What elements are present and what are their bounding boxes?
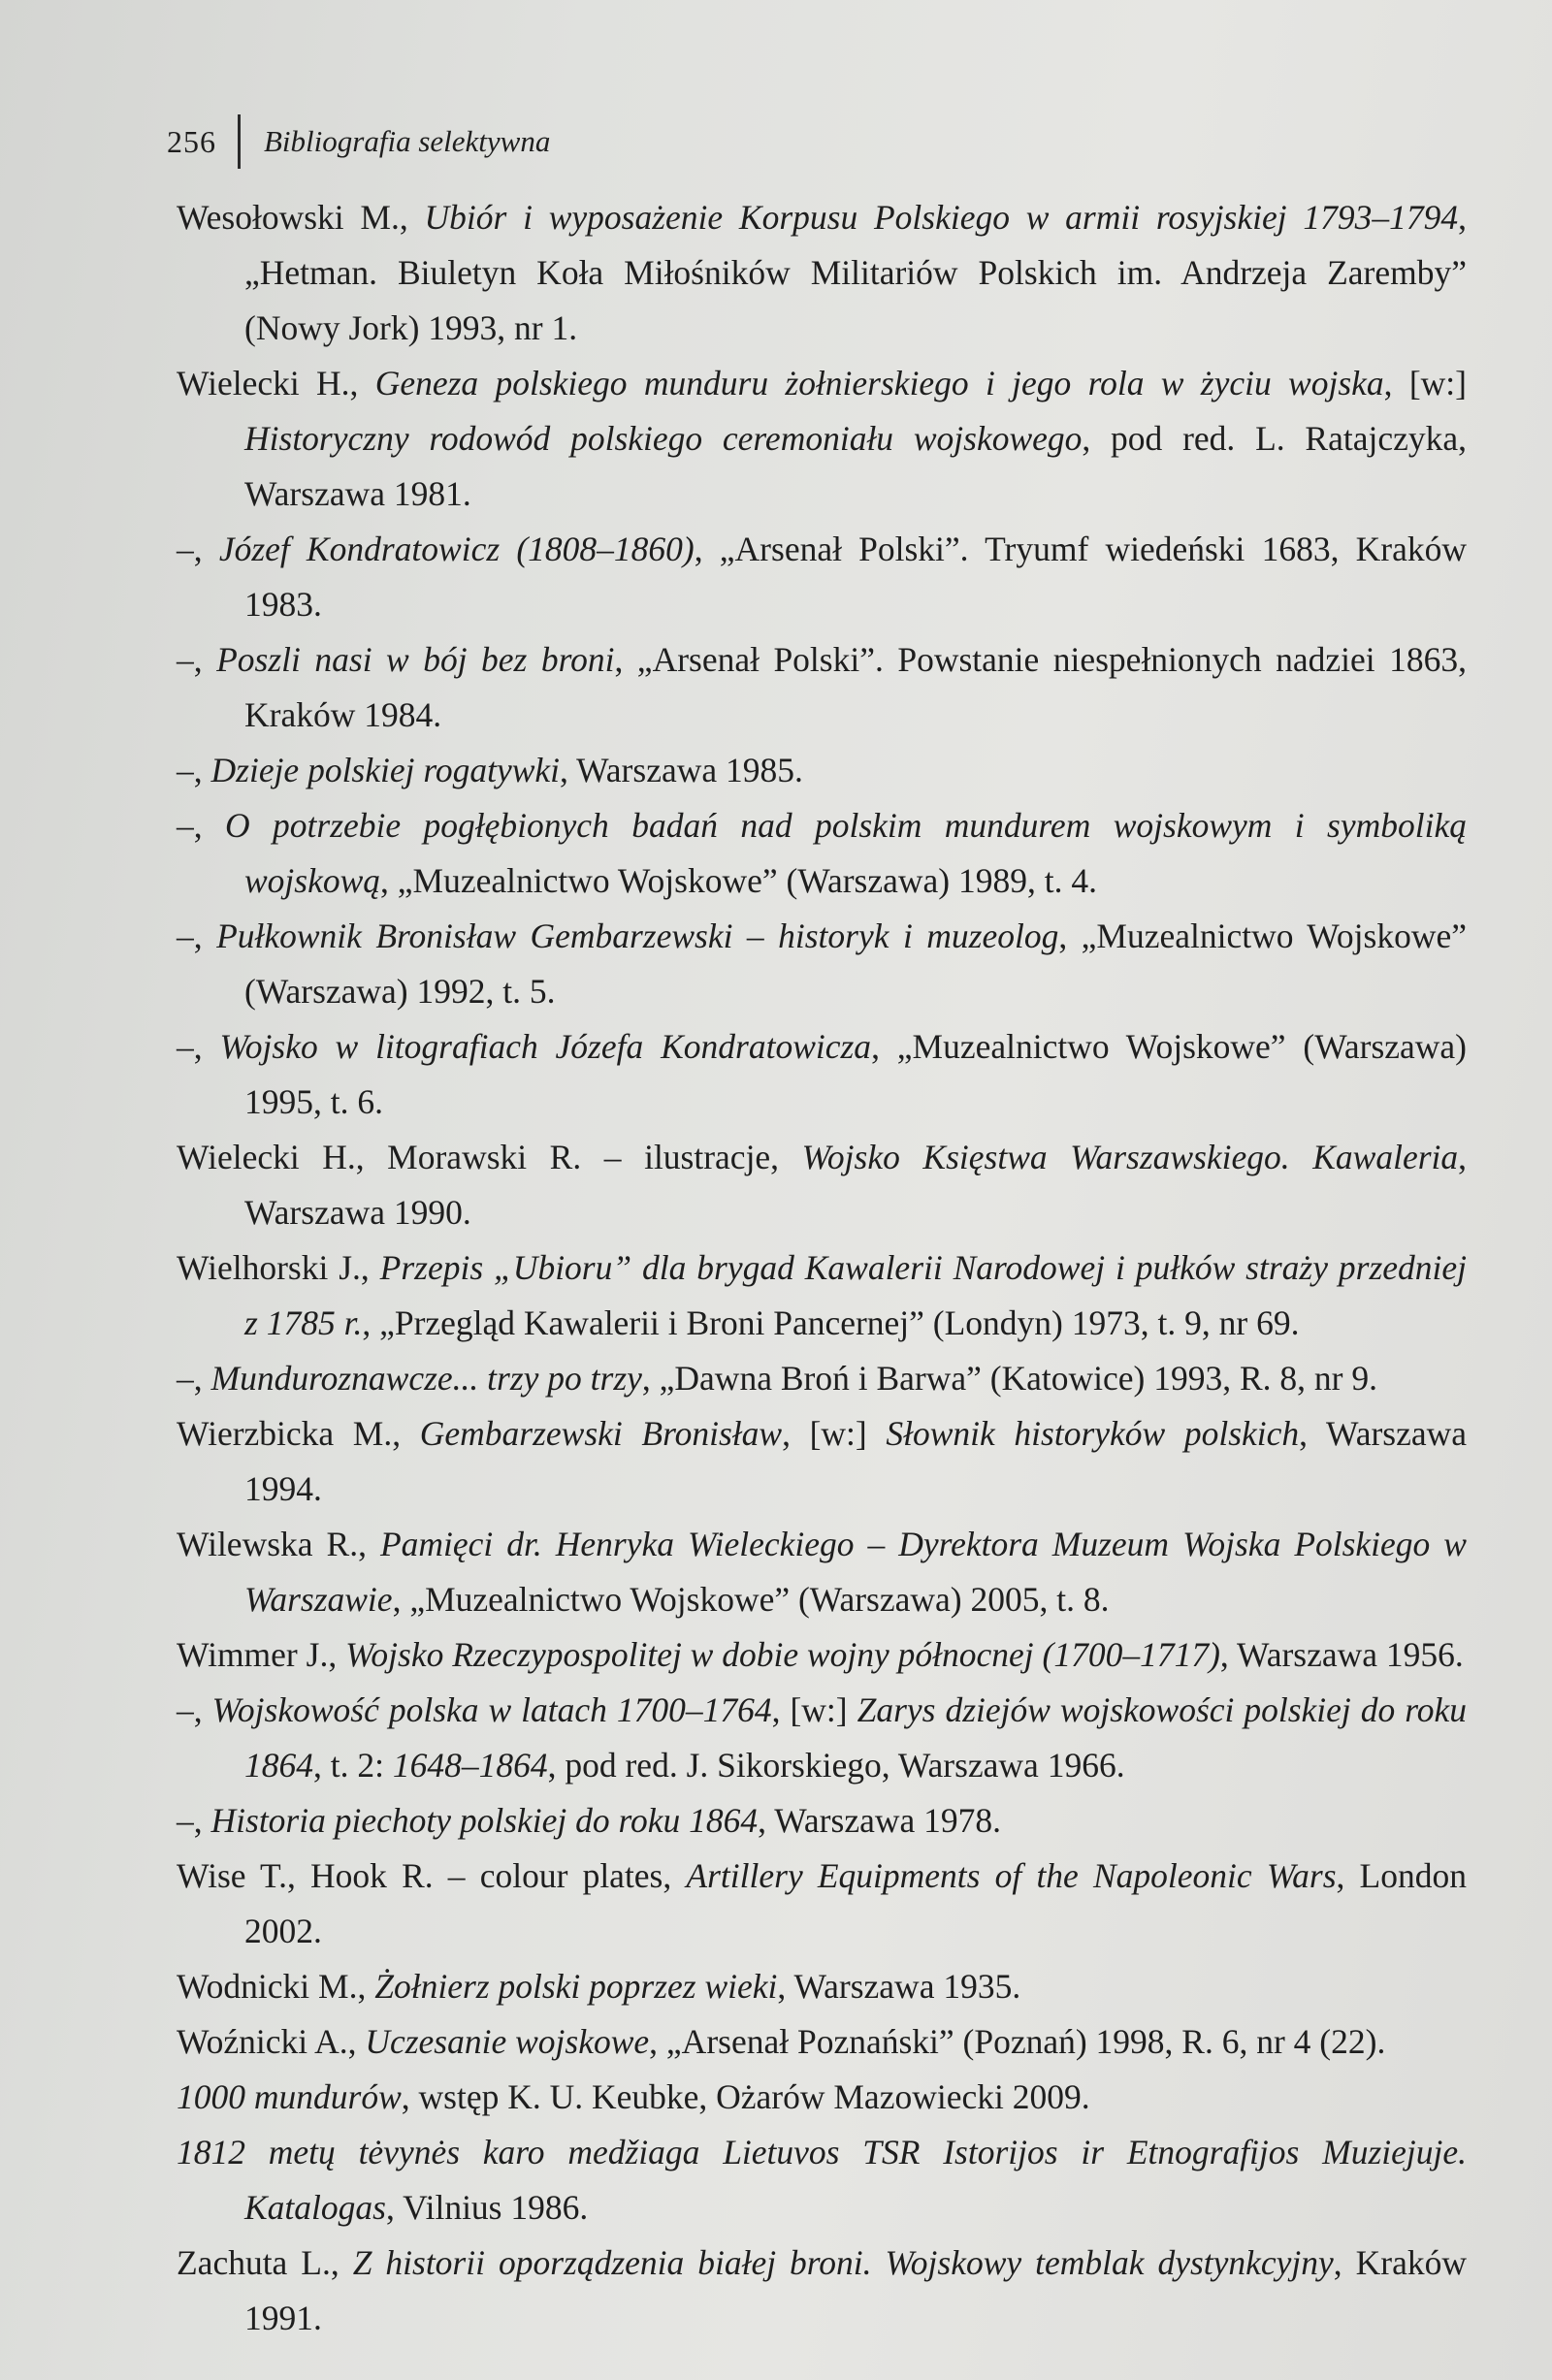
entry-text: , Warszawa 1935. (777, 1967, 1021, 2006)
entry-title-italic: Artillery Equipments of the Napoleonic Wars (686, 1856, 1337, 1895)
entry-text: –, (177, 530, 219, 568)
entry-text: , Kraków 1991. (244, 2243, 1467, 2337)
entry-title-italic: Geneza polskiego munduru żołnierskiego i jego rola w życiu wojska (374, 364, 1384, 402)
entry-title-italic: Uczesanie wojskowe (365, 2022, 650, 2061)
entry-text: Zachuta L., (177, 2243, 353, 2282)
bibliography-entry (177, 1959, 1467, 2014)
bibliography-entry (177, 1793, 1467, 1849)
entry-text: , „Muzealnictwo Wojskowe” (Warszawa) 1989, t. 4. (380, 861, 1097, 900)
entry-title-italic: Zarys dziejów wojskowości polskiej do roku 1864 (244, 1690, 1468, 1785)
entry-text: , [w:] (782, 1414, 887, 1453)
entry-title-italic: Przepis „Ubioru” dla brygad Kawalerii Narodowej i pułków straży przedniej z 1785 r. (244, 1248, 1467, 1342)
bibliography-entry (177, 2125, 1467, 2235)
entry-title-italic: Historyczny rodowód polskiego ceremoniału wojskowego (244, 419, 1083, 458)
entry-title-italic: Poszli nasi w bój bez broni (216, 640, 615, 679)
entry-text: , Warszawa 1985. (560, 751, 803, 789)
entry-text: , „Muzealnictwo Wojskowe” (Warszawa) 1995, t. 6. (244, 1027, 1467, 1121)
bibliography-entry (177, 356, 1467, 522)
entry-title-italic: Wojsko Rzeczypospolitej w dobie wojny północnej (1700–1717) (345, 1635, 1220, 1674)
bibliography-entry (177, 1406, 1467, 1517)
entry-text: Wilewska R., (177, 1525, 380, 1563)
entry-text: –, (177, 640, 217, 679)
entry-text: Wierzbicka M., (177, 1414, 420, 1453)
bibliography-entry (177, 798, 1467, 909)
entry-text: , London 2002. (244, 1856, 1467, 1950)
entry-text: , Vilnius 1986. (385, 2188, 589, 2227)
entry-text: –, (177, 1359, 211, 1398)
bibliography-entry (177, 743, 1467, 798)
entry-text: , wstęp K. U. Keubke, Ożarów Mazowiecki 2009. (401, 2077, 1090, 2116)
entry-text: , pod red. J. Sikorskiego, Warszawa 1966. (547, 1746, 1125, 1785)
entry-text: , Warszawa 1990. (244, 1138, 1467, 1232)
entry-text: –, (177, 1801, 211, 1840)
bibliography-entry (177, 2235, 1467, 2346)
bibliography-entry (177, 2014, 1467, 2070)
bibliography-entry (177, 1627, 1467, 1683)
bibliography-entry (177, 909, 1467, 1019)
entry-title-italic: Pułkownik Bronisław Gembarzewski – historyk i muzeolog (216, 917, 1059, 955)
bibliography-entry (177, 2070, 1467, 2125)
entry-text: , Warszawa 1994. (244, 1414, 1468, 1508)
entry-title-italic: Słownik historyków polskich (886, 1414, 1300, 1453)
entry-text: , [w:] (1383, 364, 1467, 402)
entry-text: Wodnicki M., (177, 1967, 375, 2006)
header-divider (238, 114, 241, 169)
entry-title-italic: Z historii oporządzenia białej broni. Wojskowy temblak dystynkcyjny (352, 2243, 1334, 2282)
entry-text: Wielhorski J., (177, 1248, 380, 1287)
entry-text: , „Arsenał Poznański” (Poznań) 1998, R. 6, nr 4 (22). (649, 2022, 1386, 2061)
entry-title-italic: O potrzebie pogłębionych badań nad polskim mundurem wojskowym i symboliką wojskową (225, 806, 1467, 900)
entry-text: Wielecki H., (177, 364, 375, 402)
entry-text: , „Hetman. Biuletyn Koła Miłośników Militariów Polskich im. Andrzeja Zaremby” (Nowy Jork) 1993, nr 1. (244, 198, 1468, 347)
bibliography-entry (177, 522, 1467, 632)
entry-title-italic: Gembarzewski Bronisław (419, 1414, 783, 1453)
bibliography-list (177, 190, 1467, 2346)
entry-title-italic: Ubiór i wyposażenie Korpusu Polskiego w armii rosyjskiej 1793–1794 (424, 198, 1459, 237)
entry-text: Wesołowski M., (177, 198, 425, 237)
entry-title-italic: Historia piechoty polskiej do roku 1864 (210, 1801, 759, 1840)
entry-text: Wimmer J., (177, 1635, 346, 1674)
entry-text: , pod red. L. Ratajczyka, Warszawa 1981. (244, 419, 1467, 513)
entry-title-italic: 1648–1864 (392, 1746, 548, 1785)
entry-text: , „Arsenał Polski”. Powstanie niespełnionych nadziei 1863, Kraków 1984. (244, 640, 1467, 734)
bibliography-entry (177, 1130, 1467, 1240)
running-head: Bibliografia selektywna (264, 124, 551, 158)
bibliography-entry (177, 1517, 1467, 1627)
page-header (167, 114, 550, 169)
entry-title-italic: Wojsko w litografiach Józefa Kondratowicza (219, 1027, 872, 1066)
entry-title-italic: Żołnierz polski poprzez wieki (374, 1967, 778, 2006)
entry-title-italic: Józef Kondratowicz (1808–1860) (218, 530, 695, 568)
entry-title-italic: 1812 metų tėvynės karo medžiaga Lietuvos TSR Istorijos ir Etnografijos Muziejuje. Katalogas (177, 2133, 1467, 2227)
bibliography-entry (177, 1351, 1467, 1406)
entry-text: –, (177, 751, 211, 789)
entry-text: , t. 2: (313, 1746, 393, 1785)
entry-text: –, (177, 1690, 212, 1729)
entry-title-italic: Wojskowość polska w latach 1700–1764 (211, 1690, 772, 1729)
entry-text: , „Dawna Broń i Barwa” (Katowice) 1993, R. 8, nr 9. (641, 1359, 1378, 1398)
bibliography-entry (177, 1849, 1467, 1959)
entry-title-italic: 1000 mundurów (177, 2077, 402, 2116)
entry-text: , „Muzealnictwo Wojskowe” (Warszawa) 1992, t. 5. (244, 917, 1468, 1011)
entry-title-italic: Pamięci dr. Henryka Wieleckiego – Dyrektora Muzeum Wojska Polskiego w Warszawie (244, 1525, 1467, 1619)
entry-text: Wise T., Hook R. – colour plates, (177, 1856, 687, 1895)
entry-text: Woźnicki A., (177, 2022, 366, 2061)
bibliography-entry (177, 1683, 1467, 1793)
entry-text: Wielecki H., Morawski R. – ilustracje, (177, 1138, 802, 1176)
entry-text: –, (177, 917, 217, 955)
entry-text: , Warszawa 1978. (758, 1801, 1001, 1840)
entry-title-italic: Munduroznawcze... trzy po trzy (210, 1359, 642, 1398)
entry-title-italic: Wojsko Księstwa Warszawskiego. Kawaleria (801, 1138, 1459, 1176)
bibliography-entry (177, 1019, 1467, 1130)
entry-text: –, (177, 1027, 220, 1066)
entry-text: , „Przegląd Kawalerii i Broni Pancernej” (Londyn) 1973, t. 9, nr 69. (362, 1303, 1300, 1342)
entry-text: , Warszawa 1956. (1219, 1635, 1464, 1674)
entry-text: , „Muzealnictwo Wojskowe” (Warszawa) 2005, t. 8. (392, 1580, 1110, 1619)
page-number: 256 (167, 123, 216, 159)
bibliography-entry (177, 632, 1467, 743)
bibliography-entry (177, 1240, 1467, 1351)
entry-text: , „Arsenał Polski”. Tryumf wiedeński 1683, Kraków 1983. (244, 530, 1467, 624)
bibliography-entry (177, 190, 1467, 356)
entry-text: , [w:] (771, 1690, 857, 1729)
entry-title-italic: Dzieje polskiej rogatywki (210, 751, 561, 789)
entry-text: –, (177, 806, 226, 845)
